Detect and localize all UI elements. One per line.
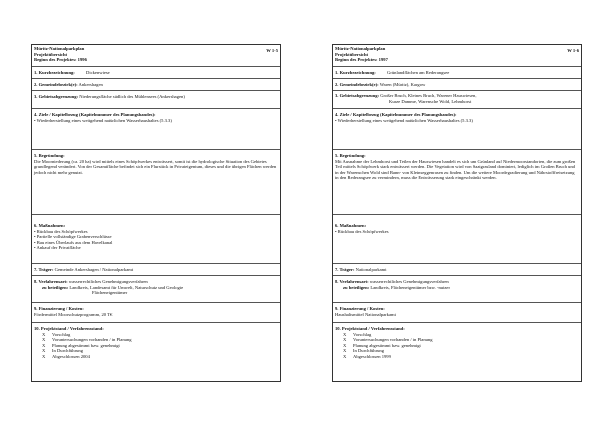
section-8 (333, 276, 581, 303)
project-code: W 1-5 (266, 47, 278, 53)
section-8-value: wasserrechtliches Genehmigungsverfahren (68, 279, 148, 284)
plan-title: Müritz-Nationalparkplan (335, 46, 386, 51)
section-8-sub-label: zu beteiligen: (42, 284, 69, 290)
section-3-value-2: Kurze Damme, Warensche Wold, Lehmhorst (389, 98, 472, 104)
section-3-label: 3. Gebietsabgrenzung: (335, 93, 380, 98)
section-8 (32, 276, 280, 303)
section-9 (32, 303, 280, 323)
status-mark: X (343, 342, 347, 348)
section-7 (32, 264, 280, 276)
section-9-value: Haushaltsmittel Nationalparkamt (335, 311, 396, 317)
section-10-label: 10. Projektstand / Verfahrensstand: (34, 326, 104, 331)
section-6 (333, 215, 581, 264)
report-title: Projektübersicht (335, 51, 369, 57)
section-10-label: 10. Projektstand / Verfahrensstand: (335, 326, 405, 331)
section-2-value: Waren (Müritz), Kargow (379, 82, 426, 87)
status-text: Abgeschlossen 2004 (52, 353, 90, 359)
section-7-value: Gemeinde Ankershagen / Nationalparkamt (54, 267, 134, 272)
section-8-label: 8. Verfahrensart: (335, 279, 369, 284)
section-9 (333, 303, 581, 323)
section-1-value: Grünlandflächen am Rederangsee (387, 70, 450, 75)
section-3-label: 3. Gebietsabgrenzung: (34, 94, 79, 99)
status-mark: X (343, 348, 347, 354)
section-8-label: 8. Verfahrensart: (34, 279, 68, 284)
project-code: W 1-6 (567, 47, 579, 53)
section-7 (333, 264, 581, 276)
section-1-value: Dickenwiese (86, 70, 110, 75)
project-start: Beginn des Projektes: 1996 (34, 57, 87, 63)
section-8-sub-value-2: Flächeneigentümer (92, 290, 128, 296)
status-text: Abgeschlossen 1999 (353, 353, 391, 359)
status-text: Vorschlag (52, 331, 71, 337)
section-4 (32, 109, 280, 150)
status-text: In Durchführung (52, 348, 83, 354)
section-7-label: 7. Träger: (34, 267, 54, 272)
section-2-value: Ankershagen (78, 82, 103, 87)
section-2 (333, 79, 581, 91)
measure-item: • Rückbau des Schöpfwerkes (335, 228, 389, 234)
section-4-item: • Wiederherstellung eines weitgehend natürlichen Wasserhaushaltes (5.3.3) (335, 117, 473, 123)
section-6-label: 6. Maßnahmen: (335, 223, 367, 228)
status-row (335, 354, 579, 360)
section-5-label: 5. Begründung: (34, 153, 65, 158)
section-4-label: 4. Ziele / Kapitelbezug (Kapitelnummer des Planungsbandes): (34, 112, 156, 117)
status-text: Planung abgestimmt bzw. genehmigt (52, 342, 120, 348)
measure-item: • Rückbau des Schöpfwerkes (34, 228, 88, 234)
section-2-label: 2. Gemeindebezirk(e): (34, 82, 78, 87)
section-3 (32, 91, 280, 109)
section-5-label: 5. Begründung: (335, 153, 366, 158)
section-2 (32, 79, 280, 91)
measure-item: • Partielle vollständige Grabenverschlüsse (34, 234, 112, 240)
section-4-label: 4. Ziele / Kapitelbezug (Kapitelnummer des Planungsbandes): (335, 112, 457, 117)
section-4-item: • Wiederherstellung eines weitgehend natürlichen Wasserhaushaltes (5.3.3) (34, 117, 172, 123)
section-3 (333, 91, 581, 109)
status-mark: X (343, 331, 347, 337)
section-1 (32, 67, 280, 79)
status-mark: X (42, 337, 46, 343)
section-6-label: 6. Maßnahmen: (34, 223, 66, 228)
status-mark: X (343, 353, 347, 359)
measure-item: • Bau eines Überlaufs aus dem Havelkanal (34, 239, 113, 245)
status-row (34, 354, 278, 360)
section-5 (333, 150, 581, 215)
section-7-value: Nationalparkamt (355, 267, 387, 272)
project-sheet-right (332, 44, 582, 382)
section-5-text: Mit Ausnahme der Lehmhorst und Teilen der Hauswiesen handelt es sich um Grünland auf Niedermoorstandorten, die zum großen Teil mittels Schöpfwerk stark entwässert werden. Die Vegetation wird von Saatgrasland dominiert, lediglich im Großen Bruch und in der Warenschen Wold sind Bann- von Kleinseggenrasen zu finden. Um die weitere Moordegradierung und Nährstofffreisetzung in den Rederangsee zu vermindern, muss die Entwässerung stark eingeschränkt werden. (335, 158, 576, 181)
section-8-sub-label: zu beteiligen: (343, 284, 370, 290)
section-1 (333, 67, 581, 79)
section-8-value: wasserrechtliches Genehmigungsverfahren (369, 279, 449, 284)
section-10 (32, 323, 280, 381)
status-text: In Durchführung (353, 348, 384, 354)
status-mark: X (42, 331, 46, 337)
section-5-text: Die Moorniederung (ca. 20 ha) wird mittels eines Schöpfwerkes entwässert, somit ist die hydrologische Situation des Gebietes grundlegend verändert. Von der Gesamtfläche befindet sich ein Flurstück in Privateigentum, dieses und die übrigen Flächen werden jedoch nicht mehr genutzt. (34, 158, 277, 175)
section-2-label: 2. Gemeindebezirk(e): (335, 82, 379, 87)
status-mark: X (343, 337, 347, 343)
status-mark: X (42, 353, 46, 359)
project-sheet-left (31, 44, 281, 382)
section-9-value: Fördermittel Moorschutzprogramm, 20 T€ (34, 311, 113, 317)
section-8-sub-value: Landkreis, Landesamt für Umwelt, Naturschutz und Geologie (69, 284, 184, 290)
section-5 (32, 150, 280, 215)
status-mark: X (42, 342, 46, 348)
section-1-label: 1. Kurzbezeichnung: (34, 70, 75, 75)
sheet-header (333, 45, 581, 67)
section-4 (333, 109, 581, 150)
section-6 (32, 215, 280, 264)
section-1-label: 1. Kurzbezeichnung: (335, 70, 376, 75)
section-7-label: 7. Träger: (335, 267, 355, 272)
status-text: Vorschlag (353, 331, 372, 337)
project-start: Beginn des Projektes: 1997 (335, 57, 388, 63)
report-title: Projektübersicht (34, 51, 68, 57)
status-text: Voruntersuchungen vorhanden / in Planung (52, 337, 132, 343)
section-3-value: Großer Bruch, Kleines Bruch, Warener Hauswiesen, (380, 93, 477, 98)
section-9-label: 9. Finanzierung / Kosten: (34, 306, 84, 311)
measure-item: • Ankauf der Privatfläche (34, 245, 81, 251)
status-text: Voruntersuchungen vorhanden / in Planung (353, 337, 433, 343)
status-mark: X (42, 348, 46, 354)
plan-title: Müritz-Nationalparkplan (34, 46, 85, 51)
section-9-label: 9. Finanzierung / Kosten: (335, 306, 385, 311)
sheet-header (32, 45, 280, 67)
section-3-value: Niederungsfläche südlich des Mühlensees (Ankershagen) (79, 94, 185, 99)
section-10 (333, 323, 581, 381)
status-text: Planung abgestimmt bzw. genehmigt (353, 342, 421, 348)
section-8-sub-value: Landkreis, Flächeneigentümer bzw. -nutzer (370, 284, 450, 290)
